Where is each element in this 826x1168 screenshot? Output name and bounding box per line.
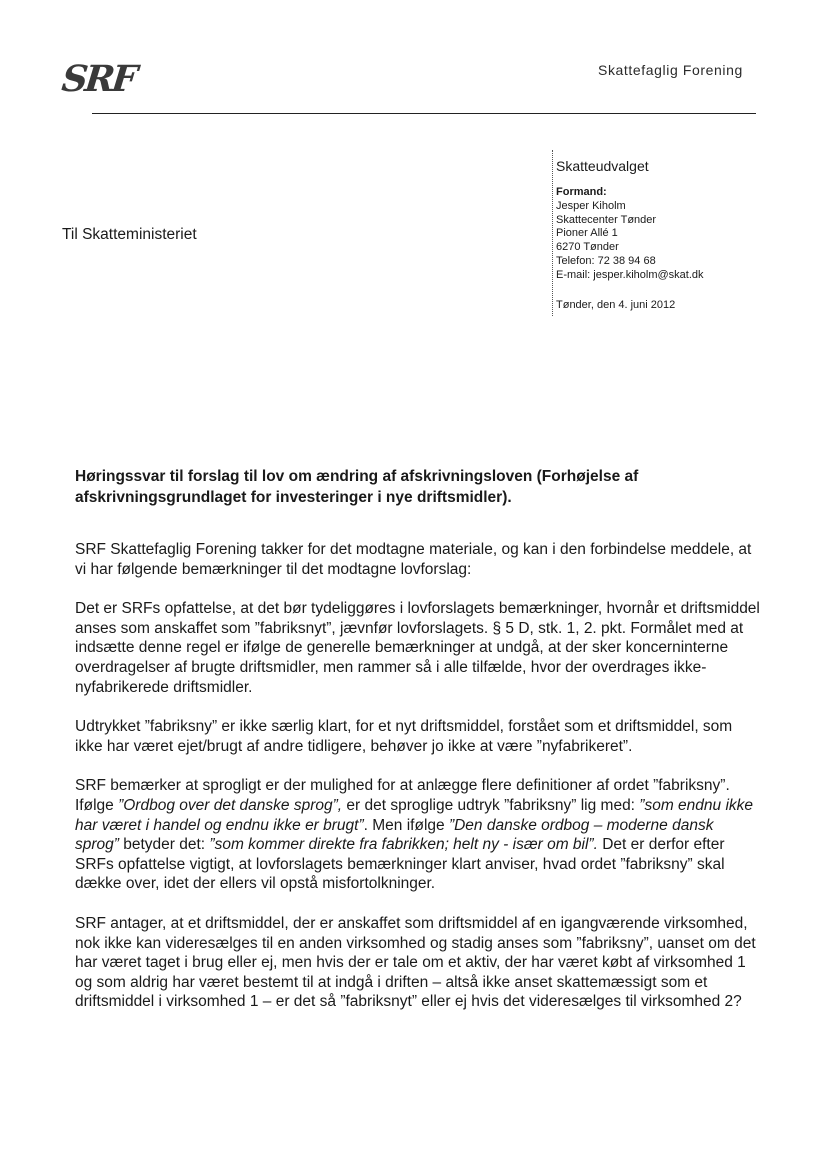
recipient: Til Skatteministeriet [62,226,197,243]
paragraph-3: Udtrykket ”fabriksny” er ikke særlig klart, for et nyt driftsmiddel, forstået som et driftsmiddel, som ikke har været ejet/brugt af andre tidligere, behøver jo ikke at være ”nyfabrikeret”. [75,718,733,755]
paragraph-4-text-3: . Men ifølge [363,816,449,834]
srf-logo-text: SRF [59,58,137,100]
paragraph-4-text-5: Det er derfor efter SRFs opfattelse vigtigt, at lovforslagets bemærkninger klart anviser, hvad ordet ”fabriksny” skal dække over, idet der ellers vil opstå misfortolkninger. [75,836,725,893]
srf-logo [59,58,162,106]
sender-office: Skattecenter Tønder [556,213,657,226]
letter-body [75,540,760,1032]
paragraph-1: SRF Skattefaglig Forening takker for det modtagne materiale, og kan i den forbindelse meddele, at vi har følgende bemærkninger til det modtagne lovforslag: [75,541,752,578]
sender-street: Pioner Allé 1 [556,227,618,240]
sender-role: Formand: [556,186,607,198]
sender-email: E-mail: jesper.kiholm@skat.dk [556,268,704,281]
paragraph-4-quote-3: ”Den danske ordbog – moderne dansk sprog” [75,816,714,854]
paragraph-4-quote-4: ”som kommer direkte fra fabrikken; helt ny - især om bil”. [209,836,598,854]
sender-name: Jesper Kiholm [556,199,626,212]
paragraph-4-quote-1: ”Ordbog over det danske sprog”, [118,796,343,814]
paragraph-4-quote-2: ”som endnu ikke har været i handel og endnu ikke er brugt” [75,796,754,834]
sender-block [552,150,785,316]
letter-date: Tønder, den 4. juni 2012 [556,299,676,311]
organization-name: Skattefaglig Forening [598,62,743,78]
header-divider [92,113,756,114]
sender-details [556,186,704,283]
paragraph-4-text-1: SRF bemærker at sprogligt er der mulighed for at anlægge flere definitioner af ordet ”fabriksny”. Ifølge [75,777,730,814]
paragraph-4-text-2: er det sproglige udtryk ”fabriksny” lig med: [342,796,640,814]
sender-committee: Skatteudvalget [556,158,649,174]
paragraph-4 [75,776,760,894]
sender-postal: 6270 Tønder [556,241,619,254]
paragraph-5: SRF antager, at et driftsmiddel, der er anskaffet som driftsmiddel af en igangværende virksomhed, nok ikke kan videresælges til en anden virksomhed og stadig anses som ”fabriksny”, uanset om det har været taget i brug eller ej, men hvis der er tale om et aktiv, der har været købt af virksomhed 1 og som aldrig har været bestemt til at indgå i driften – altså ikke anset skattemæssigt som et driftsmiddel i virksomhed 1 – er det så ”fabriksnyt” eller ej hvis det videresælges til virksomhed 2? [75,914,756,1011]
paragraph-4-text-4: betyder det: [118,836,210,854]
sender-phone: Telefon: 72 38 94 68 [556,254,656,267]
paragraph-2: Det er SRFs opfattelse, at det bør tydeliggøres i lovforslagets bemærkninger, hvornår et driftsmiddel anses som anskaffet som ”fabriksnyt”, jævnfør lovforslagets. § 5 D, stk. 1, 2. pkt. Formålet med at indsætte denne regel er ifølge de generelle bemærkninger at undgå, at der sker koncerninterne overdragelser af brugte driftsmidler, men rammer så i alle tilfælde, hvor der overdrages ikke-nyfabrikerede driftsmidler. [75,600,760,696]
document-title: Høringssvar til forslag til lov om ændring af afskrivningsloven (Forhøjelse af afskrivningsgrundlaget for investeringer i nye driftsmidler). [75,468,639,506]
